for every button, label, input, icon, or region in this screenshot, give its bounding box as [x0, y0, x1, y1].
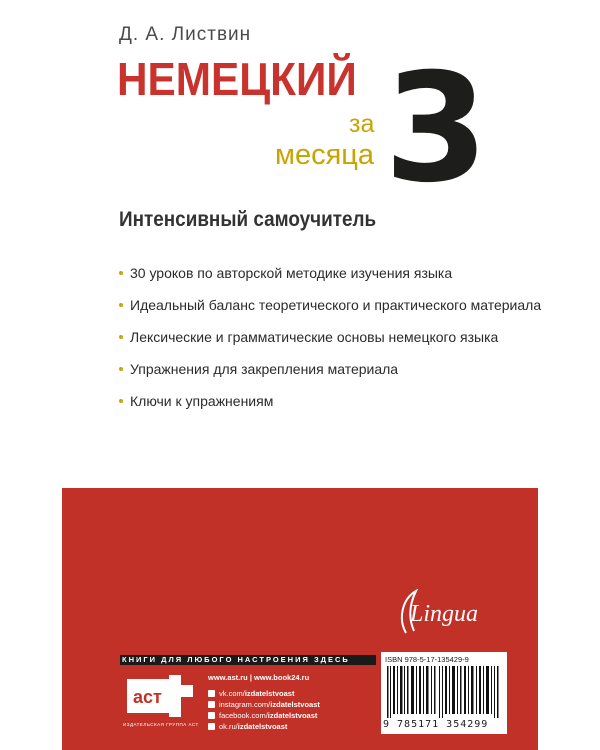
feature-text: Лексические и грамматические основы немецкого языка — [130, 329, 499, 345]
publisher-logo — [123, 671, 203, 721]
feature-text: Упражнения для закрепления материала — [130, 361, 399, 377]
odnoklassniki-icon — [208, 723, 215, 730]
list-item — [119, 328, 541, 360]
list-item — [119, 392, 541, 424]
title-main: НЕМЕЦКИЙ — [117, 53, 357, 105]
bullet-icon — [119, 399, 123, 403]
barcode-icon — [385, 666, 503, 718]
title-za: за — [349, 110, 375, 138]
bullet-icon — [119, 303, 123, 307]
ast-logo-icon — [123, 671, 203, 721]
ast-cross-icon — [169, 675, 193, 717]
bullet-icon — [119, 271, 123, 275]
instagram-icon — [208, 701, 215, 708]
lingua-logo — [392, 589, 502, 639]
feature-text: 30 уроков по авторской методике изучения языка — [130, 265, 453, 281]
vk-icon — [208, 690, 215, 697]
bullet-icon — [119, 367, 123, 371]
publisher-caption: ИЗДАТЕЛЬСКАЯ ГРУППА АСТ — [123, 722, 199, 727]
title-months: месяца — [275, 139, 375, 171]
isbn-label: ISBN 978-5-17-135429-9 — [385, 655, 469, 664]
feature-list — [119, 264, 541, 424]
barcode-digits: 9 785171 354299 — [383, 719, 489, 730]
social-link-ok[interactable]: ok.ru/ izdatelstvoast — [208, 721, 320, 732]
social-link-instagram[interactable]: instagram.com/ izdatelstvoast — [208, 699, 320, 710]
ast-logo-text: аст — [133, 687, 162, 707]
title-number: 3 — [384, 42, 489, 216]
subtitle: Интенсивный самоучитель — [119, 208, 377, 231]
list-item — [119, 360, 541, 392]
social-link-facebook[interactable]: facebook.com/ izdatelstvoast — [208, 710, 320, 721]
slogan-text: КНИГИ ДЛЯ ЛЮБОГО НАСТРОЕНИЯ ЗДЕСЬ — [122, 655, 350, 664]
list-item — [119, 264, 541, 296]
lingua-wordmark: Lingua — [410, 601, 479, 627]
facebook-icon — [208, 712, 215, 719]
bullet-icon — [119, 335, 123, 339]
social-links — [208, 688, 320, 732]
feature-text: Идеальный баланс теоретического и практического материала — [130, 297, 542, 313]
feature-text: Ключи к упражнениям — [130, 393, 274, 409]
websites-line[interactable]: www.ast.ru | www.book24.ru — [208, 673, 310, 682]
author-name: Д. А. Листвин — [119, 24, 252, 45]
list-item — [119, 296, 541, 328]
social-link-vk[interactable]: vk.com/ izdatelstvoast — [208, 688, 320, 699]
